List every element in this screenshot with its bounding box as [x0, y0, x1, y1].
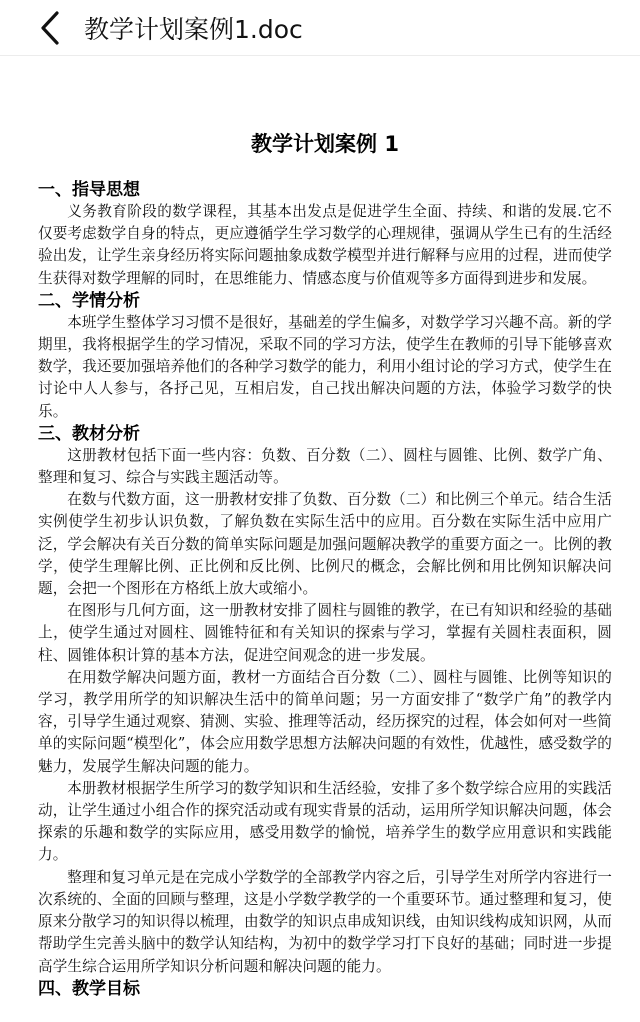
document-title: 教学计划案例 1	[251, 132, 399, 156]
paragraph: 整理和复习单元是在完成小学数学的全部教学内容之后，引导学生对所学内容进行一次系统的、全面的回顾与整理，这是小学数学教学的一个重要环节。通过整理和复习，使原来分散学习的知识得以梳理，由数学的知识点串成知识线，由知识线构成知识网，从而帮助学生完善头脑中的数学认知结构，为初中的数学学习打下良好的基础；同时进一步提高学生综合运用所学知识分析问题和解决问题的能力。	[38, 868, 612, 975]
paragraph: 这册教材包括下面一些内容：负数、百分数（二）、圆柱与圆锥、比例、数学广角、整理和复习、综合与实践主题活动等。	[38, 446, 612, 487]
paragraph: 义务教育阶段的数学课程，其基本出发点是促进学生全面、持续、和谐的发展.它不仅要考虑数学自身的特点，更应遵循学生学习数学的心理规律，强调从学生已有的生活经验出发，让学生亲身经历将实际问题抽象成数学模型并进行解释与应用的过程，进而使学生获得对数学理解的同时，在思维能力、情感态度与价值观等多方面得到进步和发展。	[38, 203, 612, 287]
paragraph: 本班学生整体学习习惯不是很好，基础差的学生偏多，对数学学习兴趣不高。新的学期里，我将根据学生的学习情况，采取不同的学习方法，使学生在教师的引导下能够喜欢数学，我还要加强培养他们的各种学习数学的能力，利用小组讨论的学习方式，使学生在讨论中人人参与，各抒己见，互相启发，自己找出解决问题的方法，体验学习数学的快乐。	[38, 313, 612, 420]
paragraph: 本册教材根据学生所学习的数学知识和生活经验，安排了多个数学综合应用的实践活动，让学生通过小组合作的探究活动或有现实背景的活动，运用所学知识解决问题，体会探索的乐趣和数学的实际应用，感受用数学的愉悦，培养学生的数学应用意识和实践能力。	[38, 779, 612, 864]
file-name-title: 教学计划案例1.doc	[84, 14, 303, 44]
paragraph: 在图形与几何方面，这一册教材安排了圆柱与圆锥的教学，在已有知识和经验的基础上，使学生通过对圆柱、圆锥特征和有关知识的探索与学习，掌握有关圆柱表面积，圆柱、圆锥体积计算的基本方法，促进空间观念的进一步发展。	[38, 602, 612, 664]
chevron-left-icon	[40, 11, 60, 45]
section-heading: 一、指导思想	[38, 180, 140, 200]
document-viewer[interactable]	[0, 56, 640, 1022]
paragraph: 在数与代数方面，这一册教材安排了负数、百分数（二）和比例三个单元。结合生活实例使学生初步认识负数，了解负数在实际生活中的应用。百分数在实际生活中应用广泛，学会解决有关百分数的简单实际问题是加强问题解决教学的重要方面之一。比例的教学，使学生理解比例、正比例和反比例、比例尺的概念，会解比例和用比例知识解决问题，会把一个图形在方格纸上放大或缩小。	[38, 491, 612, 598]
top-bar	[0, 0, 640, 56]
back-button[interactable]	[22, 0, 78, 56]
section-heading: 二、学情分析	[38, 290, 140, 311]
section-heading: 三、教材分析	[38, 423, 140, 444]
section-heading: 四、教学目标	[38, 978, 140, 999]
paragraph: 在用数学解决问题方面，教材一方面结合百分数（二）、圆柱与圆锥、比例等知识的学习，教学用所学的知识解决生活中的简单问题；另一方面安排了“数学广角”的教学内容，引导学生通过观察、猜测、实验、推理等活动，经历探究的过程，体会如何对一些简单的实际问题“模型化”，体会应用数学思想方法解决问题的有效性，优越性，感受数学的魅力，发展学生解决问题的能力。	[38, 668, 612, 775]
